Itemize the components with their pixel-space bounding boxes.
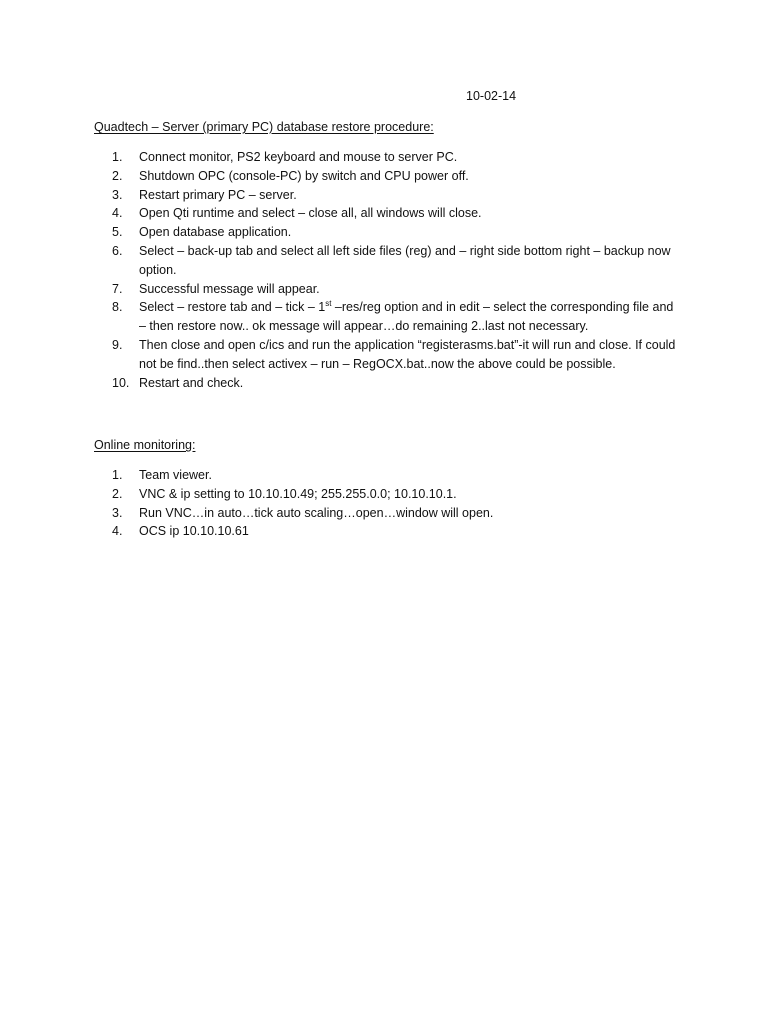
list-item-text: Shutdown OPC (console-PC) by switch and CPU power off. [139,168,469,183]
list-item-text-part: –res/reg option and in edit – select the corresponding file and – then restore now.. ok message will appear…do remaining 2..last not necessary. [139,300,674,334]
list-item-text: Restart and check. [139,375,244,390]
list-item [112,242,682,280]
list-item-number: 2. [112,486,123,501]
list-item-number: 4. [112,524,123,539]
list-item [112,167,682,186]
list-item-text: Restart primary PC – server. [139,187,297,202]
list-item-number: 6. [112,243,123,258]
list-item [112,374,682,393]
procedure-heading: Quadtech – Server (primary PC) database restore procedure: [94,120,434,134]
list-item [112,466,682,485]
list-item [112,204,682,223]
list-item-number: 9. [112,337,123,352]
list-item-number: 10. [112,375,130,390]
ordinal-superscript: st [325,299,332,309]
list-item-number: 2. [112,168,123,183]
list-item [112,148,682,167]
list-item-number: 8. [112,300,123,315]
list-item [112,186,682,205]
list-item [112,485,682,504]
list-item-number: 3. [112,505,123,520]
list-item-number: 7. [112,281,123,296]
online-monitoring-list [112,466,682,541]
list-item-number: 4. [112,206,123,221]
list-item-text: Open database application. [139,225,292,240]
list-item-text: Select – back-up tab and select all left side files (reg) and – right side bottom right – backup now option. [139,243,671,277]
list-item [112,504,682,523]
list-item-text: Successful message will appear. [139,281,320,296]
list-item-text-part: Select – restore tab and – tick – 1 [139,300,326,315]
list-item-text: Then close and open c/ics and run the application “registerasms.bat”-it will run and close. If could not be find..then select activex – run – RegOCX.bat..now the above could be possible. [139,337,676,371]
list-item [112,298,682,336]
list-item-text: VNC & ip setting to 10.10.10.49; 255.255.0.0; 10.10.10.1. [139,486,457,501]
online-monitoring-heading: Online monitoring: [94,438,196,452]
list-item-number: 1. [112,150,123,164]
list-item-text: Connect monitor, PS2 keyboard and mouse to server PC. [139,150,458,164]
list-item [112,280,682,299]
list-item-text: OCS ip 10.10.10.61 [139,524,249,539]
list-item-number: 1. [112,468,123,482]
list-item [112,223,682,242]
restore-procedure-list [112,148,682,392]
list-item-text [139,298,682,336]
list-item-text: Run VNC…in auto…tick auto scaling…open…window will open. [139,505,494,520]
document-date: 10-02-14 [466,89,517,103]
list-item [112,336,682,374]
list-item-number: 5. [112,225,123,240]
list-item-text: Team viewer. [139,468,212,482]
list-item-text: Open Qti runtime and select – close all, all windows will close. [139,206,482,221]
list-item [112,522,682,541]
list-item-number: 3. [112,187,123,202]
